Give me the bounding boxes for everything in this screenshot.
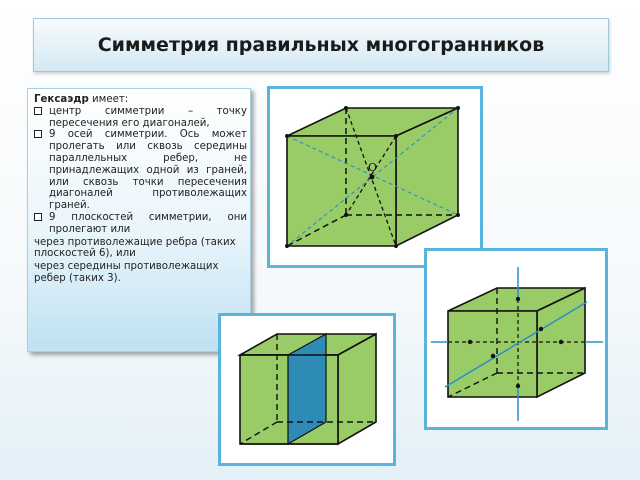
bullet-square-icon xyxy=(34,213,42,221)
bullet-center-text: центр симметрии – точку пересечения его диагоналей, xyxy=(49,105,247,129)
cube-axes-svg xyxy=(427,251,605,427)
description-text xyxy=(34,94,247,285)
cube-plane-svg xyxy=(221,316,393,463)
center-point xyxy=(370,175,375,180)
planes-midpoints-line: через середины противолежащих ребер (таких 3). xyxy=(34,261,219,284)
bullet-square-icon xyxy=(34,107,42,115)
bullet-axes xyxy=(34,129,247,212)
cube-axes-figure xyxy=(424,248,608,430)
cube-diagonals-svg xyxy=(270,89,480,265)
cube-plane-figure xyxy=(218,313,396,466)
cube-front-face xyxy=(287,136,396,246)
intro-rest: имеет: xyxy=(88,94,129,105)
bullet-square-icon xyxy=(34,130,42,138)
center-label: O xyxy=(368,161,378,174)
bullet-center xyxy=(34,106,247,130)
cube-diagonals-figure xyxy=(267,86,483,268)
bullet-planes xyxy=(34,212,247,236)
bullet-planes-text: 9 плоскостей симметрии, они пролегают или xyxy=(49,211,247,235)
page-title: Симметрия правильных многогранников xyxy=(97,34,545,56)
bullet-axes-text: 9 осей симметрии. Ось может пролегать или сквозь середины параллельных ребер, не принадлежащих одной из граней, или сквозь точки пересечения диагоналей противолежащих граней. xyxy=(49,129,247,212)
planes-edges-line: через противолежащие ребра (таких плоскостей 6), или xyxy=(34,236,236,260)
intro-bold: Гексаэдр xyxy=(34,94,89,105)
title-banner xyxy=(33,18,609,72)
intro-line xyxy=(34,94,247,106)
